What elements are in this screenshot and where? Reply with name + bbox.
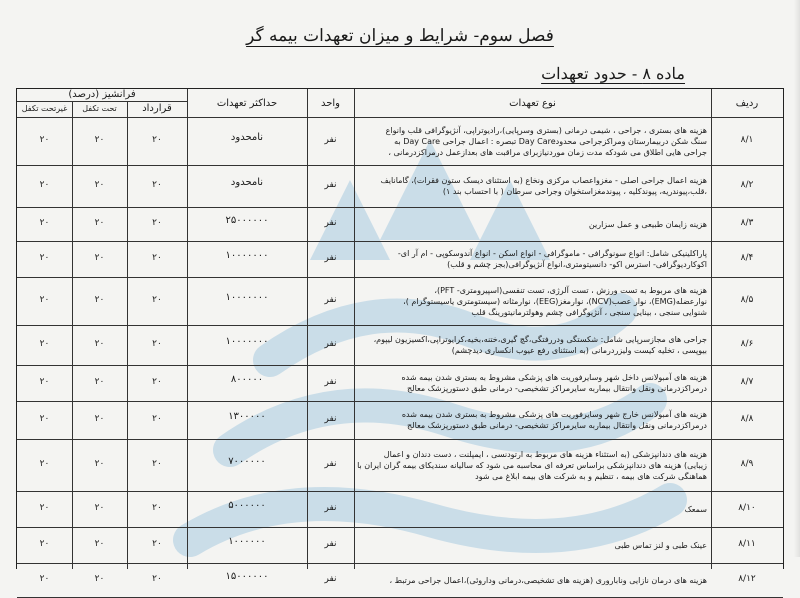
max-obligation-cell: ۲۵۰۰۰۰۰۰	[225, 215, 269, 226]
row-divider	[17, 401, 783, 402]
column-divider	[711, 89, 712, 569]
row-divider	[17, 325, 783, 326]
obligation-description: هماهنگی شرکت های بیمه ، تنظیم و به شرکت های بیمه ابلاغ می شود	[475, 471, 707, 481]
obligation-description: نوارعضله(EMG)، نوار عصب(NCV)، نوارمغز(EEG)، نوارمثانه (سیستومتری یاسیستوگرام )،	[403, 296, 707, 306]
max-obligation-cell: ۱۰۰۰۰۰۰۰	[225, 250, 269, 261]
franchise-noncovered-cell: ۲۰	[39, 414, 50, 424]
franchise-contract-cell: ۲۰	[152, 180, 162, 190]
obligation-description: هزینه زایمان طبیعی و عمل سزارین	[588, 219, 707, 229]
header-row-no: ردیف	[735, 98, 759, 109]
obligation-description: زیبایی) هزینه های دندانپزشکی براساس تعرفه ای محاسبه می شود که ساليانه سندیکای بیمه گران ایران با	[357, 460, 707, 470]
header-franchise-group: فرانشیز (درصد)	[68, 89, 136, 100]
row-number: ۸/۱۰	[738, 503, 756, 513]
franchise-noncovered-cell: ۲۰	[39, 295, 50, 305]
obligation-description: اکوکاردیوگرافی- استرس اکو- دانسیتومتری،انواع آنژیوگرافی(بجز چشم و قلب)	[447, 260, 707, 269]
franchise-noncovered-cell: ۲۰	[39, 503, 50, 513]
obligations-table	[16, 88, 784, 585]
row-number: ۸/۱۱	[738, 539, 756, 549]
obligation-description: بیوپسی ، تخلیه کیست ولیزردرمانی (به استثنای رفع عیوب انکساری دیدچشم)	[451, 346, 707, 355]
max-obligation-cell: ۱۰۰۰۰۰۰۰	[225, 292, 269, 303]
franchise-contract-cell: ۲۰	[152, 377, 162, 387]
franchise-contract-cell: ۲۰	[152, 295, 162, 305]
row-number: ۸/۲	[740, 180, 754, 190]
franchise-noncovered-cell: ۲۰	[39, 459, 50, 469]
header-covered: تحت تکفل	[82, 104, 117, 113]
column-divider	[187, 89, 188, 569]
obligation-description: سنگ شکن دربیمارستان ومراکزجراحی محدودDay Care تبصره : اعمال جراحی Day Care به	[394, 136, 707, 146]
row-number: ۸/۶	[740, 339, 754, 349]
franchise-noncovered-cell: ۲۰	[39, 539, 50, 549]
franchise-covered-cell: ۲۰	[94, 295, 105, 305]
row-divider	[17, 241, 783, 242]
unit-cell: نفر	[324, 339, 337, 349]
header-type: نوع تعهدات	[509, 98, 556, 109]
row-number: ۸/۸	[740, 414, 754, 424]
franchise-covered-cell: ۲۰	[94, 503, 105, 513]
franchise-contract-cell: ۲۰	[152, 253, 162, 263]
unit-cell: نفر	[324, 295, 337, 305]
franchise-noncovered-cell: ۲۰	[39, 180, 50, 190]
header-divider	[17, 117, 783, 118]
obligation-description: درمراکزدرمانی ونقل وانتقال بیماربه سایرمراکز تشخیصی- درمانی طبق دستورپزشک معالج	[406, 421, 707, 430]
unit-cell: نفر	[324, 539, 337, 549]
obligation-description: پاراکلینیکی شامل: انواع سونوگرافی - ماموگرافی - انواع اسکن - انواع آندوسکوپی - ام آر ای-	[397, 249, 707, 258]
franchise-contract-cell: ۲۰	[152, 459, 162, 469]
obligation-description: درمراکزدرمانی ونقل وانتقال بیماربه سایرمراکز تشخیصی- درمانی طبق دستورپزشک معالج	[406, 384, 707, 393]
franchise-covered-cell: ۲۰	[94, 339, 105, 349]
page-title: فصل سوم- شرایط و میزان تعهدات بیمه گر	[246, 26, 554, 46]
row-number: ۸/۵	[740, 295, 754, 305]
row-divider	[17, 527, 783, 528]
franchise-contract-cell: ۲۰	[152, 339, 162, 349]
unit-cell: نفر	[324, 414, 337, 424]
franchise-covered-cell: ۲۰	[94, 253, 105, 263]
obligation-description: عینک طبی و لنز تماس طبی	[614, 540, 707, 550]
franchise-noncovered-cell: ۲۰	[39, 218, 50, 228]
column-divider	[354, 89, 355, 569]
row-number: ۸/۹	[740, 459, 754, 469]
franchise-contract-cell: ۲۰	[152, 574, 162, 584]
row-number: ۸/۴	[740, 253, 754, 263]
obligation-description: ،قلب،پیوندریه، پیوندکلیه ، پیوندمغزاستخوان وجراحی سرطان ( با احتساب بند ۱)	[442, 187, 707, 196]
obligation-description: هزینه های آمبولانس داخل شهر وسایرفوریت های پزشکی مشروط به بستری شدن بیمه شده	[401, 373, 707, 382]
franchise-covered-cell: ۲۰	[94, 539, 105, 549]
franchise-covered-cell: ۲۰	[94, 414, 105, 424]
row-divider	[17, 439, 783, 440]
unit-cell: نفر	[324, 503, 337, 513]
max-obligation-cell: ۵۰۰۰۰۰۰	[228, 500, 266, 511]
franchise-contract-cell: ۲۰	[152, 218, 162, 228]
max-obligation-cell: نامحدود	[230, 132, 264, 143]
franchise-noncovered-cell: ۲۰	[39, 574, 50, 584]
max-obligation-cell: ۸۰۰۰۰۰	[230, 374, 264, 385]
obligation-description: هزینه های آمبولانس خارج شهر وسایرفوریت های پزشکی مشروط به بستری شدن بیمه شده	[401, 410, 707, 419]
unit-cell: نفر	[324, 253, 337, 263]
row-number: ۸/۳	[740, 218, 754, 228]
unit-cell: نفر	[324, 459, 337, 469]
page-edge-shadow	[794, 0, 800, 557]
header-unit: واحد	[320, 98, 341, 109]
max-obligation-cell: ۱۰۰۰۰۰۰	[228, 536, 266, 547]
max-obligation-cell: ۱۰۰۰۰۰۰۰	[225, 336, 269, 347]
section-subtitle: ماده ۸ - حدود تعهدات	[541, 64, 685, 83]
header-max: حداکثر تعهدات	[216, 98, 278, 109]
column-divider	[307, 89, 308, 569]
unit-cell: نفر	[324, 180, 337, 190]
franchise-noncovered-cell: ۲۰	[39, 135, 50, 145]
obligation-description: شنوایی سنجی ، بینایی سنجی ، آنژیوگرافی چشم وهولترمانیتورینگ قلب	[471, 307, 707, 317]
franchise-covered-cell: ۲۰	[94, 574, 105, 584]
max-obligation-cell: ۷۰۰۰۰۰۰	[228, 456, 266, 467]
unit-cell: نفر	[324, 135, 337, 145]
obligation-description: هزینه های درمان نازایی وناباروری (هزینه های تشخیصی،درمانی وداروئی)،اعمال جراحی مرتبط ،	[389, 575, 707, 585]
franchise-header-divider	[17, 101, 187, 102]
franchise-noncovered-cell: ۲۰	[39, 377, 50, 387]
unit-cell: نفر	[324, 377, 337, 387]
obligation-description: هزینه های مربوط به تست ورزش ، تست آلرژی، تست تنفسی(اسپیرومتری- PFT)،	[434, 285, 707, 295]
row-number: ۸/۱۲	[738, 574, 756, 584]
max-obligation-cell: نامحدود	[230, 177, 264, 188]
max-obligation-cell: ۱۵۰۰۰۰۰۰	[225, 571, 269, 582]
obligation-description: سمعک	[684, 504, 707, 514]
row-divider	[17, 277, 783, 278]
franchise-covered-cell: ۲۰	[94, 180, 105, 190]
franchise-covered-cell: ۲۰	[94, 218, 105, 228]
obligation-description: هزینه های بستری ، جراحی ، شیمی درمانی (بستری وسرپایی)،رادیوتراپی، آنژیوگرافی قلب وانواع	[385, 125, 707, 135]
row-divider	[17, 365, 783, 366]
row-number: ۸/۷	[740, 377, 754, 387]
column-divider	[72, 101, 73, 569]
franchise-covered-cell: ۲۰	[94, 377, 105, 387]
franchise-noncovered-cell: ۲۰	[39, 253, 50, 263]
row-divider	[17, 165, 783, 166]
franchise-covered-cell: ۲۰	[94, 135, 105, 145]
franchise-contract-cell: ۲۰	[152, 414, 162, 424]
obligation-description: جراحی هایی اطلاق می شودکه مدت زمان موردنیازبرای مراقبت های بعدازعمل درمراکزدرمانی ،	[388, 147, 707, 157]
obligation-description: هزینه های دندانپزشکی (به استثناء هزینه های مربوط به ارتودنسی ، ایمپلنت ، دست دندان و اعمال	[383, 449, 707, 459]
obligation-description: جراحی های مجازسرپایی شامل: شکستگی ودررفتگی،گچ گیری،ختنه،بخیه،کرایوتراپی،اکسیزیون لیپوم،	[373, 335, 707, 344]
column-divider	[127, 101, 128, 569]
row-divider	[17, 563, 783, 564]
header-contract: قرارداد	[142, 103, 172, 114]
franchise-contract-cell: ۲۰	[152, 135, 162, 145]
row-number: ۸/۱	[740, 135, 754, 145]
row-divider	[17, 491, 783, 492]
franchise-covered-cell: ۲۰	[94, 459, 105, 469]
obligation-description: هزینه اعمال جراحی اصلی - مغزواعصاب مرکزی ونخاع (به استثنای دیسک ستون فقرات)، گامانایف	[380, 176, 707, 185]
unit-cell: نفر	[324, 574, 337, 584]
unit-cell: نفر	[324, 218, 337, 228]
max-obligation-cell: ۱۳۰۰۰۰۰	[228, 411, 266, 422]
header-noncovered: غیرتحت تکفل	[21, 104, 68, 113]
franchise-noncovered-cell: ۲۰	[39, 339, 50, 349]
row-divider	[17, 207, 783, 208]
franchise-contract-cell: ۲۰	[152, 539, 162, 549]
franchise-contract-cell: ۲۰	[152, 503, 162, 513]
